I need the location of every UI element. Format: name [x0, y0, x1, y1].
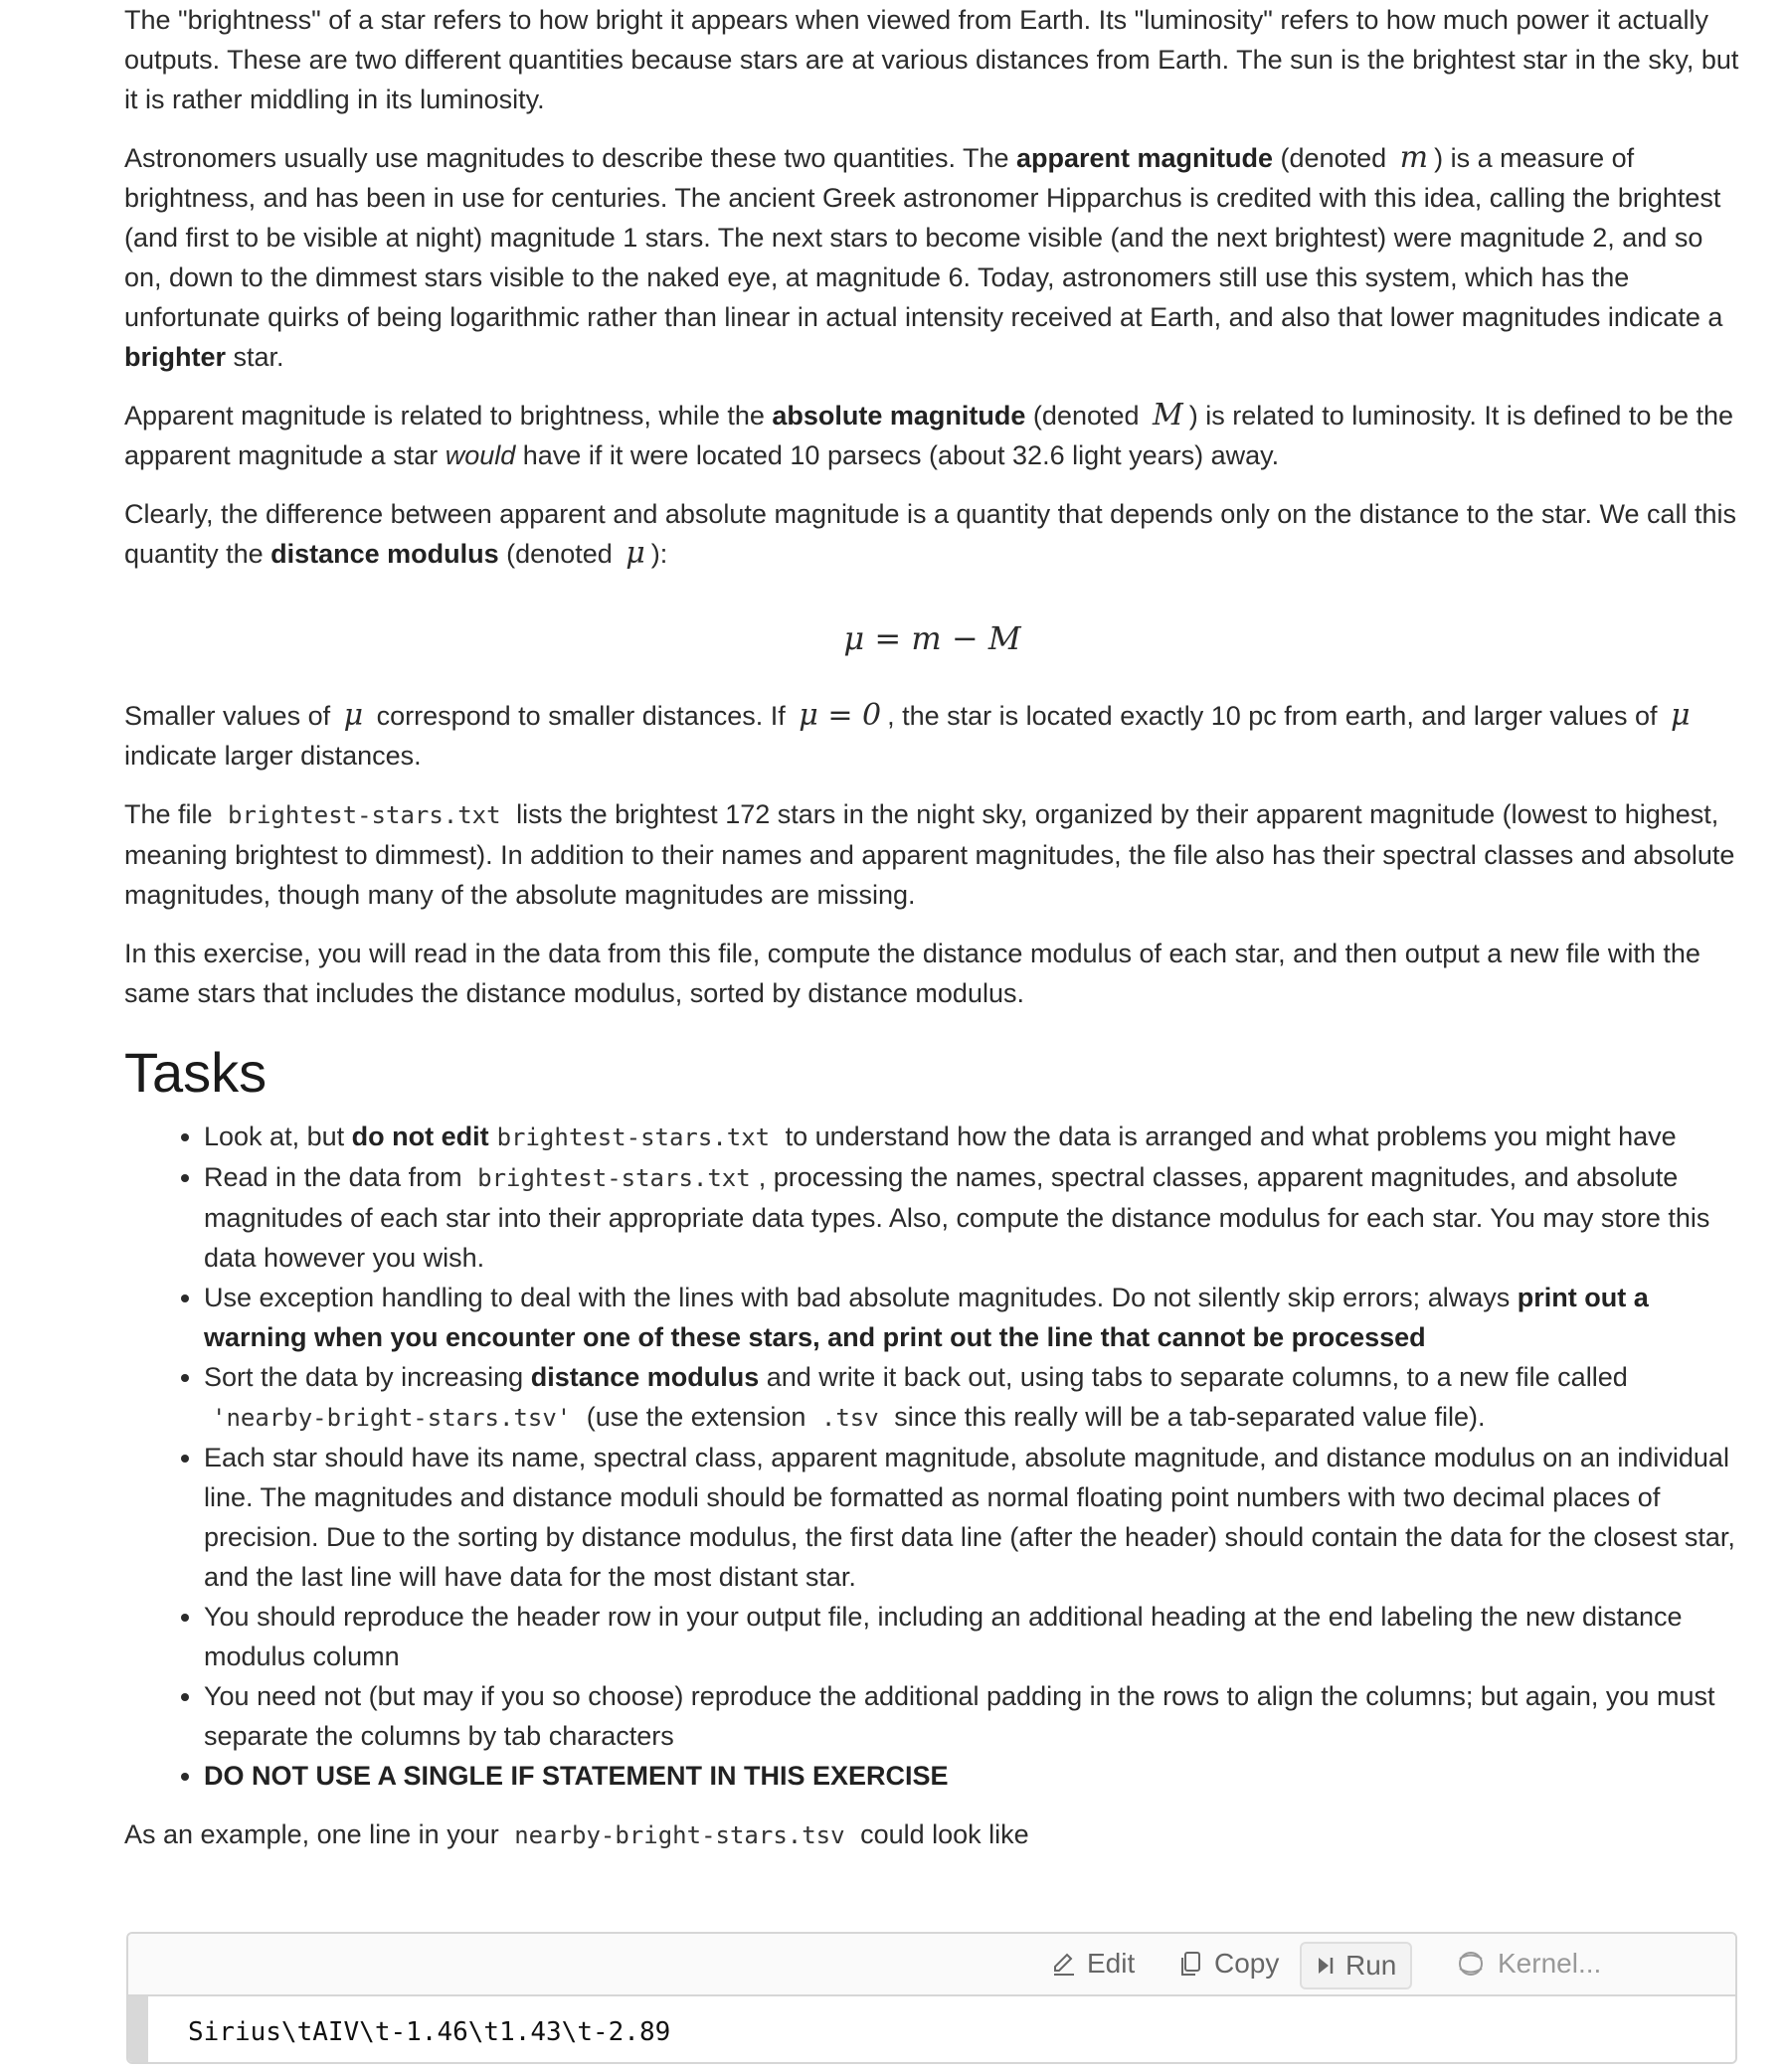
run-button[interactable]	[1300, 1942, 1412, 1989]
task-item: • Read in the data from brightest-stars.txt , processing the names, spectral classes, apparent magnitudes, and absolute magnitudes of each star into their appropriate data types. Also, compute the distance modulus for each star. You may store this data however you wish.	[204, 1157, 1740, 1278]
task-item: • Look at, but do not edit brightest-stars.txt to understand how the data is arranged and what problems you might have	[204, 1117, 1740, 1157]
copy-label: Copy	[1214, 1948, 1280, 1979]
run-icon	[1316, 1955, 1336, 1977]
inline-code-filename: brightest-stars.txt	[477, 1164, 751, 1192]
math-mu: μ	[1670, 698, 1691, 733]
math-mu: μ	[626, 536, 645, 571]
cell-toolbar	[128, 1934, 1735, 1996]
task-item: • Use exception handling to deal with the lines with bad absolute magnitudes. Do not silently skip errors; always print out a warning when you encounter one of these stars, and print out the line that cannot be processed	[204, 1278, 1740, 1357]
task-item: • Each star should have its name, spectral class, apparent magnitude, absolute magnitude, and distance modulus on an individual line. The magnitudes and distance moduli should be formatted as normal floating point numbers with two decimal places of precision. Due to the sorting by distance modulus, the first data line (after the header) should contain the data for the closest star, and the last line will have data for the most distant star.	[204, 1438, 1740, 1597]
italic-would: would	[445, 440, 516, 470]
edit-button[interactable]	[1043, 1942, 1143, 1986]
cell-editor[interactable]	[128, 1996, 1735, 2062]
code-cell[interactable]	[126, 1932, 1737, 2064]
equation-mu-m-M: μ = m − M	[843, 619, 1021, 657]
intro-paragraph-3: Apparent magnitude is related to brightness, while the absolute magnitude (denoted M ) is related to luminosity. It is defined to be the apparent magnitude a star would have if it were located 10 parsecs (about 32.6 light years) away.	[124, 398, 1734, 470]
inline-code-filename: brightest-stars.txt	[496, 1123, 771, 1151]
example-paragraph: As an example, one line in your nearby-bright-stars.tsv could look like	[124, 1819, 1029, 1849]
math-mu-equals-zero: μ = 0	[799, 698, 882, 733]
intro-paragraph-2: Astronomers usually use magnitudes to describe these two quantities. The apparent magnitude (denoted m ) is a measure of brightness, and has been in use for centuries. The ancient Greek astronomer Hipparchus is credited with this idea, calling the brightest (and first to be visible at night) magnitude 1 stars. The next stars to become visible (and the next brightest) were magnitude 2, and so on, down to the dimmest stars visible to the naked eye, at magnitude 6. Today, astronomers still use this system, which has the unfortunate quirks of being logarithmic rather than linear in actual intensity received at Earth, and also that lower magnitudes indicate a brighter star.	[124, 140, 1723, 372]
ipynb-icon	[1454, 1947, 1488, 1981]
intro-paragraph-6: The file brightest-stars.txt lists the brightest 172 stars in the night sky, organized by their apparent magnitude (lowest to highest, meaning brightest to dimmest). In addition to their names and apparent magnitudes, the file also has their spectral classes and absolute magnitudes, though many of the absolute magnitudes are missing.	[124, 799, 1735, 910]
task-item: • You need not (but may if you so choose) reproduce the additional padding in the rows to align the columns; but again, you must separate the columns by tab characters	[204, 1676, 1740, 1756]
math-M: M	[1153, 398, 1183, 432]
task-list	[124, 1117, 1740, 1796]
intro-paragraph-7: In this exercise, you will read in the data from this file, compute the distance modulus of each star, and then output a new file with the same stars that includes the distance modulus, sorted by distance modulus.	[124, 939, 1700, 1008]
pencil-icon	[1051, 1951, 1077, 1977]
markdown-cell	[124, 0, 1740, 1874]
task-item: • DO NOT USE A SINGLE IF STATEMENT IN THIS EXERCISE	[204, 1756, 1740, 1796]
inline-code-output-filename: 'nearby-bright-stars.tsv'	[212, 1404, 572, 1432]
copy-button[interactable]	[1170, 1942, 1287, 1986]
task-item: • You should reproduce the header row in your output file, including an additional heading at the end labeling the new distance modulus column	[204, 1597, 1740, 1676]
task-item: • Sort the data by increasing distance modulus and write it back out, using tabs to separate columns, to a new file called 'nearby-bright-stars.tsv' (use the extension .tsv since this really will be a tab-separated value file).	[204, 1357, 1740, 1438]
intro-paragraph-5: Smaller values of μ correspond to smaller distances. If μ = 0 , the star is located exactly 10 pc from earth, and larger values of μ indicate larger distances.	[124, 696, 1740, 776]
inline-code-filename: brightest-stars.txt	[228, 801, 501, 829]
math-mu: μ	[343, 698, 364, 733]
bold-apparent-magnitude: apparent magnitude	[1016, 143, 1274, 173]
intro-paragraph-4: Clearly, the difference between apparent and absolute magnitude is a quantity that depends only on the distance to the star. We call this quantity the distance modulus (denoted μ ):	[124, 499, 1737, 571]
bold-absolute-magnitude: absolute magnitude	[772, 401, 1026, 431]
kernel-button[interactable]	[1446, 1942, 1609, 1986]
run-label: Run	[1345, 1950, 1397, 1981]
math-m: m	[1399, 140, 1429, 175]
cell-gutter	[128, 1996, 148, 2062]
intro-paragraph-1: The "brightness" of a star refers to how bright it appears when viewed from Earth. Its "luminosity" refers to how much power it actually outputs. These are two different quantities because stars are at various distances from Earth. The sun is the brightest star in the sky, but it is rather middling in its luminosity.	[124, 5, 1739, 114]
code-line[interactable]: Sirius\tAIV\t-1.46\t1.43\t-2.89	[188, 2017, 671, 2047]
inline-code-filename: nearby-bright-stars.tsv	[514, 1821, 845, 1849]
edit-label: Edit	[1087, 1948, 1136, 1979]
bold-brighter: brighter	[124, 342, 227, 372]
tasks-heading: Tasks	[124, 1041, 268, 1104]
kernel-label: Kernel...	[1498, 1948, 1602, 1979]
copy-icon	[1178, 1950, 1204, 1978]
inline-code-extension: .tsv	[820, 1404, 879, 1432]
display-equation	[124, 589, 1740, 688]
bold-distance-modulus: distance modulus	[270, 539, 499, 569]
